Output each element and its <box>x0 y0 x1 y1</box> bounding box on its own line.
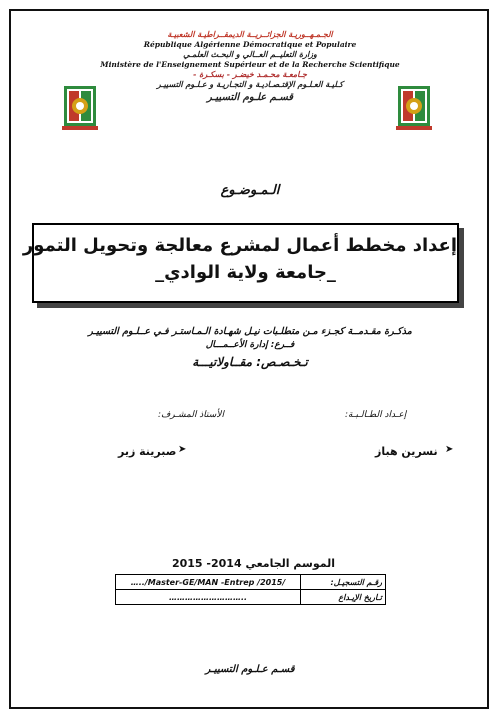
university-name: جـامعـة محـمـد خيضـر - بسكـرة - <box>193 70 307 79</box>
footer-department: قسـم عـلـوم التسييـر <box>205 664 295 675</box>
academic-year: الموسم الجامعي 2014- 2015 <box>171 557 335 570</box>
thesis-title-line1: إعداد مخطط أعمال لمشرع معالجة وتحويل التمور <box>22 235 457 256</box>
table-row <box>116 590 386 605</box>
registration-number-label: رقـم التسجيـل: <box>301 575 386 590</box>
thesis-title-box <box>22 223 459 303</box>
student-name: نسرين هباز <box>375 445 438 458</box>
memo-purpose: مذكـرة مقـدمــة كجـزء مـن متطلـبات نيـل شهـادة الـمـاستـر فـي عــلـوم التسييـر <box>88 326 412 337</box>
registration-table <box>115 574 386 605</box>
thesis-title-line2: _جامعة ولاية الوادي_ <box>155 262 336 283</box>
student-label: إعـداد الطـالـبـة: <box>345 410 407 420</box>
table-row <box>116 575 386 590</box>
deposit-date-label: تـاريخ الإيـداع <box>301 590 386 605</box>
memo-specialty: تـخـصـص: مقــاولاتيـــة <box>192 355 308 369</box>
supervisor-label: الأستاذ المشـرف: <box>158 410 224 420</box>
faculty-name: كـليـة العـلـوم الإقتـصـاديـة و التجـاريـة و عـلـوم التسييـر <box>156 80 344 89</box>
university-logo-icon <box>392 82 436 132</box>
department-name: قسـم علـوم التسييـر <box>206 92 294 103</box>
ministry-french: Ministère de l'Enseignement Supérieur et de la Recherche Scientifique <box>100 60 400 69</box>
deposit-date-value: ……………………….. <box>116 590 301 605</box>
supervisor-name: صبرينة زير <box>118 445 177 458</box>
republic-french: République Algérienne Démocratique et Populaire <box>143 40 357 49</box>
memo-description <box>40 326 460 369</box>
arrow-pointer-icon: ➤ <box>445 444 454 455</box>
memo-branch: فــرع: إدارة الأعــمـــال <box>205 340 295 350</box>
subject-label: الـمـوضـوع <box>220 183 280 198</box>
arrow-pointer-icon: ➤ <box>178 444 187 455</box>
republic-arabic: الجـمـهــوريـة الجزائــريــة الديمقــراطيـة الشعبيـة <box>167 30 333 39</box>
ministry-arabic: وزارة التعليــم العــالي و البحـث العلمـي <box>183 50 317 59</box>
registration-number-value: …../Master-GE/MAN -Entrep /2015/ <box>116 575 301 590</box>
university-logo-icon <box>58 82 102 132</box>
